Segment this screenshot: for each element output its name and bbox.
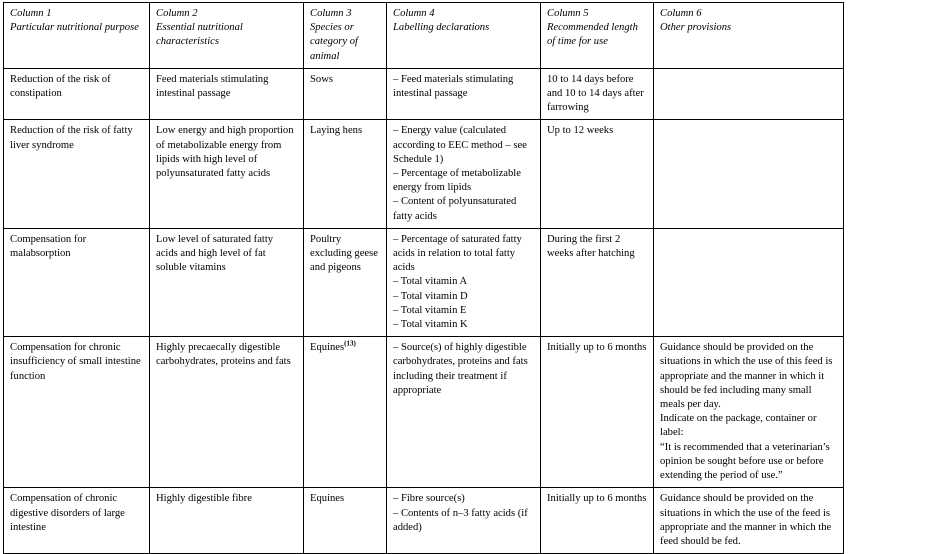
labelling-line: – Percentage of metabolizable energy from lipids	[393, 168, 521, 194]
characteristics-cell: Highly digestible fibre	[150, 488, 304, 554]
labelling-line: – Total vitamin K	[393, 319, 468, 331]
species-cell: Equines	[304, 488, 387, 554]
column-title: Particular nutritional purpose	[10, 22, 139, 34]
header-cell	[4, 3, 150, 69]
table-row	[4, 488, 844, 554]
column-number: Column 3	[310, 8, 352, 19]
species-cell: Sows	[304, 68, 387, 120]
length-cell: 10 to 14 days before and 10 to 14 days after farrowing	[541, 68, 654, 120]
column-title: Other provisions	[660, 22, 732, 34]
labelling-line: – Percentage of saturated fatty acids in relation to total fatty acids	[393, 233, 522, 274]
header-cell	[304, 3, 387, 69]
other-provisions-cell	[654, 488, 844, 554]
labelling-line: – Total vitamin D	[393, 290, 468, 302]
length-cell: Initially up to 6 months	[541, 337, 654, 488]
footnote-reference: (13)	[344, 339, 356, 348]
length-cell: Initially up to 6 months	[541, 488, 654, 554]
labelling-line: – Energy value (calculated according to EEC method – see Schedule 1)	[393, 125, 527, 165]
column-number: Column 2	[156, 8, 198, 19]
table-row	[4, 337, 844, 488]
characteristics-cell: Feed materials stimulating intestinal passage	[150, 68, 304, 120]
header-cell	[150, 3, 304, 69]
purpose-cell: Compensation for malabsorption	[4, 228, 150, 336]
column-number: Column 5	[547, 8, 589, 19]
header-cell	[541, 3, 654, 69]
table-row	[4, 228, 844, 336]
species-cell: Poultry excluding geese and pigeons	[304, 228, 387, 336]
provision-line: “It is recommended that a veterinarian’s opinion be sought before use or before extending the period of use.”	[660, 441, 830, 482]
labelling-line: – Source(s) of highly digestible carbohydrates, proteins and fats including their treatment if appropriate	[393, 342, 528, 396]
other-provisions-cell	[654, 68, 844, 120]
column-title: Recommended length of time for use	[547, 22, 638, 48]
purpose-cell: Reduction of the risk of constipation	[4, 68, 150, 120]
labelling-line: – Total vitamin E	[393, 304, 467, 316]
purpose-cell: Compensation for chronic insufficiency of small intestine function	[4, 337, 150, 488]
column-title: Species or category of animal	[310, 22, 358, 62]
labelling-line: – Content of polyunsaturated fatty acids	[393, 196, 517, 222]
header-row	[4, 3, 844, 69]
labelling-cell	[387, 120, 541, 228]
characteristics-cell: Low energy and high proportion of metabolizable energy from lipids with high level of polyunsaturated fatty acids	[150, 120, 304, 228]
other-provisions-cell	[654, 120, 844, 228]
provision-line: Guidance should be provided on the situations in which the use of this feed is appropriate and the manner in which it should be fed including many small meals per day.	[660, 342, 833, 411]
nutrition-table-container	[3, 2, 844, 554]
provision-line: Guidance should be provided on the situations in which the use of the feed is appropriate and the manner in which the feed should be fed.	[660, 493, 832, 547]
labelling-cell	[387, 488, 541, 554]
characteristics-cell: Highly precaecally digestible carbohydrates, proteins and fats	[150, 337, 304, 488]
column-number: Column 6	[660, 8, 702, 19]
header-cell	[654, 3, 844, 69]
table-row	[4, 68, 844, 120]
header-cell	[387, 3, 541, 69]
species-text: Equines	[310, 342, 345, 354]
purpose-cell: Reduction of the risk of fatty liver syndrome	[4, 120, 150, 228]
length-cell: Up to 12 weeks	[541, 120, 654, 228]
species-cell: Laying hens	[304, 120, 387, 228]
labelling-cell	[387, 228, 541, 336]
labelling-line: – Contents of n–3 fatty acids (if added)	[393, 507, 528, 533]
table-row	[4, 120, 844, 228]
other-provisions-cell	[654, 228, 844, 336]
characteristics-cell: Low level of saturated fatty acids and high level of fat soluble vitamins	[150, 228, 304, 336]
species-cell	[304, 337, 387, 488]
other-provisions-cell	[654, 337, 844, 488]
column-number: Column 1	[10, 8, 52, 19]
column-title: Labelling declarations	[393, 22, 490, 34]
purpose-cell: Compensation of chronic digestive disorders of large intestine	[4, 488, 150, 554]
provision-line: Indicate on the package, container or label:	[660, 413, 817, 439]
labelling-line: – Total vitamin A	[393, 276, 468, 288]
column-title: Essential nutritional characteristics	[156, 22, 243, 48]
length-cell: During the first 2 weeks after hatching	[541, 228, 654, 336]
labelling-line: – Fibre source(s)	[393, 493, 465, 505]
labelling-cell	[387, 68, 541, 120]
labelling-line: – Feed materials stimulating intestinal passage	[393, 73, 514, 100]
nutrition-table	[3, 2, 844, 554]
column-number: Column 4	[393, 8, 435, 19]
labelling-cell	[387, 337, 541, 488]
